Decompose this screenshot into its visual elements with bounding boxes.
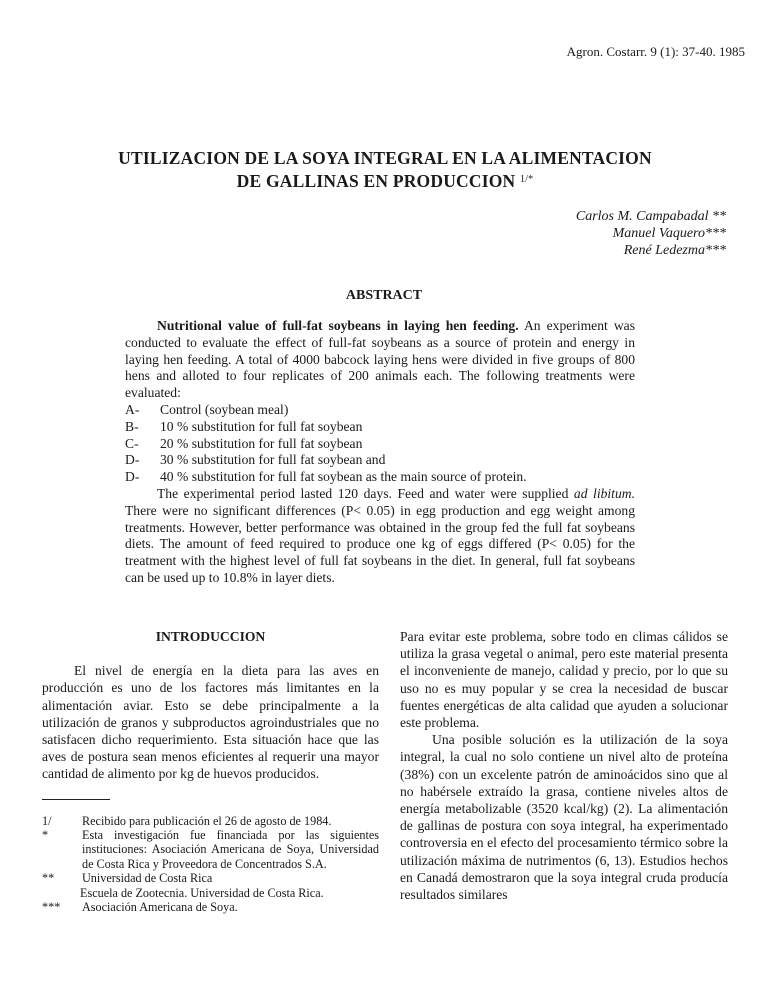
footnote (42, 886, 379, 900)
footnote-mark: 1/ (42, 813, 52, 828)
footnote-text: Recibido para publicación el 26 de agosto de 1984. (82, 813, 332, 828)
treatment-item (125, 436, 635, 453)
treatment-text: Control (soybean meal) (160, 401, 289, 417)
footnote-mark: * (42, 828, 49, 843)
footnote (42, 814, 379, 828)
treatment-item (125, 419, 635, 436)
title-line-1: UTILIZACION DE LA SOYA INTEGRAL EN LA ALIMENTACION (118, 148, 652, 168)
abstract-conclusion-rest: There were no significant differences (P< 0.05) in egg production and egg weight among treatments. However, better performance was obtained in the group fed the full fat soybeans diets. The amount of feed required to produce one kg of eggs differed (P< 0.05) for the treatment with the highest level of full fat soybeans in the diet. In general, full fat soybeans can be used up to 10.8% in layer diets. (125, 502, 635, 585)
footnote-mark: ** (42, 871, 55, 886)
treatment-item (125, 402, 635, 419)
left-column (42, 628, 379, 914)
intro-paragraph-3: Una posible solución es la utilización de la soya integral, la cual no solo contiene un nivel alto de proteína (38%) con un excelente patrón de aminoácidos sino que al no habérsele extraído la grasa, contiene niveles altos de energía metabolizable (3520 kcal/kg) (2). La alimentación de gallinas de postura con soya integral, ha experimentado controversia en el efecto del procesamiento térmico sobre la utilización máxima de nutrimentos (6, 13). Estudios hechos en Canadá demostraron que la soya integral cruda producía resultados similares (400, 732, 728, 903)
treatment-text: 40 % substitution for full fat soybean as the main source of protein. (160, 469, 527, 485)
author: Manuel Vaquero*** (612, 226, 726, 241)
treatment-item (125, 452, 635, 469)
footnote (42, 871, 379, 885)
title-footnote-marks: 1/* (519, 174, 534, 185)
author: René Ledezma*** (623, 243, 726, 258)
footnote (42, 900, 379, 914)
abstract-italic-term: ad libitum. (573, 485, 635, 501)
author-list (420, 208, 726, 259)
footnote-text: Escuela de Zootecnia. Universidad de Costa Rica. (80, 885, 324, 900)
section-heading-introduccion: INTRODUCCION (155, 629, 266, 644)
abstract-intro (125, 318, 635, 402)
treatment-text: 10 % substitution for full fat soybean (160, 418, 363, 434)
treatment-label: D- (125, 469, 140, 485)
abstract-intro-text: An experiment was conducted to evaluate the effect of full-fat soybeans as a source of protein and energy in laying hen feeding. A total of 4000 babcock laying hens were divided in five groups of 800 hens and alloted to four replicates of 200 animals each. The following treatments were evaluated: (125, 318, 635, 401)
intro-paragraph-2: Para evitar este problema, sobre todo en climas cálidos se utiliza la grasa vegetal o animal, pero este material presenta el inconveniente de manejo, calidad y precio, por lo que su uso no es muy popular y se crea la necesidad de buscar fuentes energéticas de alta calidad que ayuden a solucionar este problema. (400, 629, 728, 731)
footnote-text: Esta investigación fue financiada por las siguientes instituciones: Asociación Americana de Soya, Universidad de Costa Rica y Proveedora de Concentrados S.A. (82, 828, 379, 871)
footnote-mark: *** (42, 900, 61, 915)
abstract-lead: Nutritional value of full-fat soybeans in laying hen feeding. (157, 318, 519, 333)
right-column (400, 628, 728, 903)
footnote-text: Universidad de Costa Rica (82, 871, 213, 886)
intro-paragraph-1: El nivel de energía en la dieta para las aves en producción es uno de los factores más limitantes en la alimentación aviar. Esto se debe principalmente a la utilización de granos y subproductos agroindustriales que no satisfacen dicho requerimiento. Esta situación hace que las aves de postura sean menos eficientes al requerir una mayor cantidad de alimento por kg de huevos producidos. (42, 663, 379, 782)
abstract-conclusion (125, 486, 635, 587)
treatment-text: 20 % substitution for full fat soybean (160, 435, 363, 451)
treatment-label: D- (125, 452, 140, 468)
treatment-text: 30 % substitution for full fat soybean and (160, 452, 386, 468)
abstract-conclusion-text: The experimental period lasted 120 days. Feed and water were supplied (157, 485, 574, 501)
paper-title (60, 148, 710, 192)
footnote-divider (42, 799, 110, 800)
title-line-2 (60, 169, 710, 192)
author: Carlos M. Campabadal ** (575, 209, 726, 224)
abstract-body (125, 318, 635, 587)
treatment-label: C- (125, 435, 139, 451)
treatment-label: A- (125, 401, 140, 417)
treatment-label: B- (125, 418, 139, 434)
footnote-text: Asociación Americana de Soya. (82, 900, 238, 915)
treatment-item (125, 469, 635, 486)
abstract-heading: ABSTRACT (345, 288, 423, 303)
title-line-2-text: DE GALLINAS EN PRODUCCION (236, 171, 516, 191)
journal-citation: Agron. Costarr. 9 (1): 37-40. 1985 (566, 44, 745, 59)
footnote-mark (42, 886, 82, 900)
footnote (42, 828, 379, 871)
